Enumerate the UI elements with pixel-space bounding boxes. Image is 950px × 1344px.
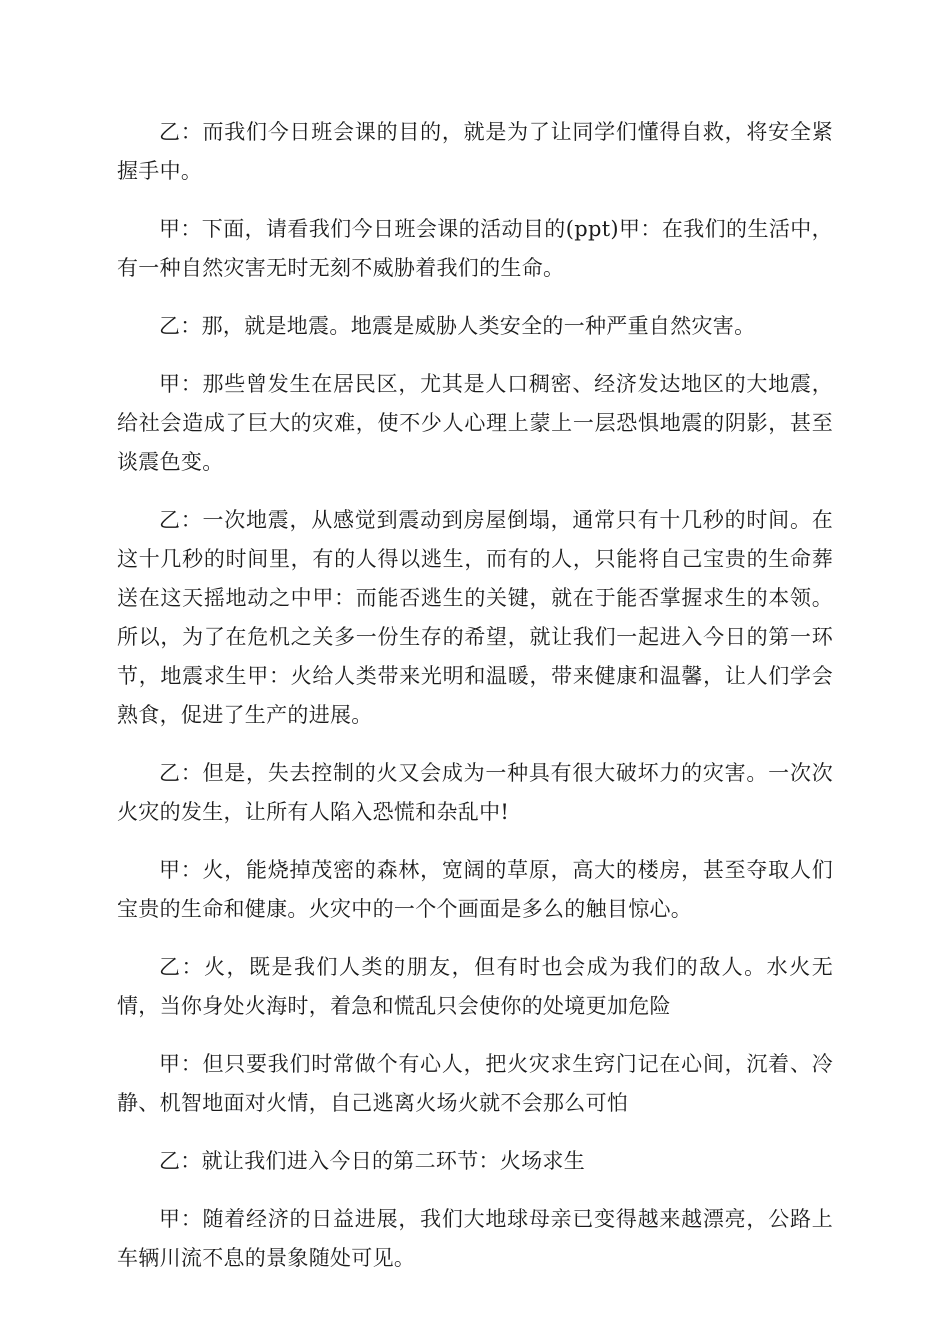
paragraph: 甲：火，能烧掉茂密的森林，宽阔的草原，高大的楼房，甚至夺取人们宝贵的生命和健康。火灾中的一个个画面是多么的触目惊心。 [117, 858, 833, 921]
paragraph: 乙：但是，失去控制的火又会成为一种具有很大破坏力的灾害。一次次火灾的发生，让所有人陷入恐慌和杂乱中! [117, 761, 833, 824]
paragraph: 乙：那，就是地震。地震是威胁人类安全的一种严重自然灾害。 [159, 314, 756, 338]
paragraph: 乙：就让我们进入今日的第二环节：火场求生 [159, 1149, 585, 1173]
document-body [117, 113, 833, 1297]
paragraph: 甲：随着经济的日益进展，我们大地球母亲已变得越来越漂亮，公路上车辆川流不息的景象随处可见。 [117, 1207, 833, 1270]
paragraph: 甲：但只要我们时常做个有心人，把火灾求生窍门记在心间，沉着、冷静、机智地面对火情，自己逃离火场火就不会那么可怕 [117, 1052, 833, 1115]
paragraph: 甲：下面，请看我们今日班会课的活动目的(ppt)甲：在我们的生活中，有一种自然灾害无时无刻不威胁着我们的生命。 [117, 217, 833, 280]
paragraph: 乙：一次地震，从感觉到震动到房屋倒塌，通常只有十几秒的时间。在这十几秒的时间里，有的人得以逃生，而有的人，只能将自己宝贵的生命葬送在这天摇地动之中甲：而能否逃生的关键，就在于能否掌握求生的本领。所以，为了在危机之关多一份生存的希望，就让我们一起进入今日的第一环节，地震求生甲：火给人类带来光明和温暖，带来健康和温馨，让人们学会熟食，促进了生产的进展。 [117, 508, 833, 727]
paragraph: 乙：而我们今日班会课的目的，就是为了让同学们懂得自救，将安全紧握手中。 [117, 120, 833, 183]
paragraph: 甲：那些曾发生在居民区，尤其是人口稠密、经济发达地区的大地震，给社会造成了巨大的灾难，使不少人心理上蒙上一层恐惧地震的阴影，甚至谈震色变。 [117, 372, 833, 474]
paragraph: 乙：火，既是我们人类的朋友，但有时也会成为我们的敌人。水火无情，当你身处火海时，着急和慌乱只会使你的处境更加危险 [117, 955, 833, 1018]
